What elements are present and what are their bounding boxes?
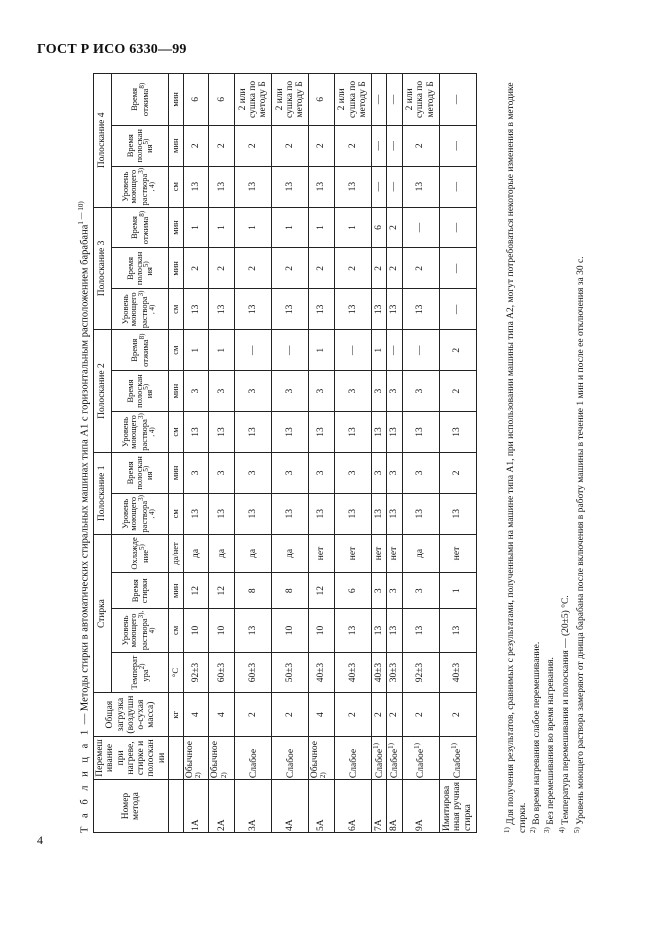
cell-t4: 2 (334, 125, 371, 166)
cell-t3: 2 (334, 248, 371, 289)
cell-l4: 13 (209, 166, 235, 207)
footnote-4: $^{4)}$ Температура перемешивания и полоскания — (20±5) °С. (558, 595, 572, 833)
table-row (235, 74, 272, 833)
cell-t4: 2 (209, 125, 235, 166)
cell-l3: 13 (334, 289, 371, 330)
cell-l1: 13 (209, 493, 235, 534)
cell-l2: 13 (402, 412, 439, 453)
cell-t2: 2 (439, 371, 476, 412)
unit-time: мин (168, 573, 183, 609)
table-row (402, 74, 439, 833)
col-wash-temp: Температура$^{2)}$ (112, 652, 169, 693)
cell-t1: 3 (272, 452, 309, 493)
cell-l1: 13 (402, 493, 439, 534)
cell-load: 2 (272, 693, 309, 736)
cell-l4: 13 (309, 166, 335, 207)
cell-m: Имитированная ручная стирка (439, 780, 476, 833)
cell-s2: 1 (371, 330, 386, 371)
cell-l1: 13 (183, 493, 209, 534)
cell-wl: 13 (387, 609, 402, 652)
cell-m: 6А (334, 780, 371, 833)
cell-s3: 1 (209, 207, 235, 248)
cell-l4: — (439, 166, 476, 207)
cell-cool: да (402, 534, 439, 573)
cell-l2: 13 (387, 412, 402, 453)
cell-agit: Слабое$^{1)}$ (387, 736, 402, 779)
caption-sup: 1 — 10) (77, 201, 85, 225)
footnote-5: $^{5)}$ Уровень моющего раствора замеряют от днища барабана после включения в работу машины в течение 1 мин и после ее отключения за 30 с. (572, 256, 586, 833)
cell-agit: Слабое (272, 736, 309, 779)
cell-s3: 1 (183, 207, 209, 248)
cell-s4: 6 (183, 74, 209, 126)
cell-l2: 13 (209, 412, 235, 453)
cell-cool: нет (371, 534, 386, 573)
group-rinse3: Полоскание 3 (94, 207, 112, 330)
table-caption (78, 73, 92, 833)
cell-t2: 3 (371, 371, 386, 412)
cell-load: 4 (183, 693, 209, 736)
cell-t2: 3 (387, 371, 402, 412)
col-wash-level: Уровень моющего раствора$^{3), 4)}$ (112, 609, 169, 652)
col-r4-level: Уровень моющего раствора$^{3), 4)}$ (112, 166, 169, 207)
units-row: кг °С см мин да/нет см мин см мин см см мин мин см мин мин (168, 74, 183, 833)
cell-wl: 10 (272, 609, 309, 652)
cell-l1: 13 (235, 493, 272, 534)
cell-s2: — (334, 330, 371, 371)
cell-t1: 3 (309, 452, 335, 493)
cell-l3: 13 (387, 289, 402, 330)
cell-s4: 6 (209, 74, 235, 126)
cell-m: 2А (209, 780, 235, 833)
cell-t4: 2 (235, 125, 272, 166)
col-r3-spin: Время отжима$^{8)}$ (112, 207, 169, 248)
unit-cooling: да/нет (168, 534, 183, 573)
footnote-3: $^{3)}$ Без перемешивания во время нагревания. (543, 657, 557, 833)
group-rinse4: Полоскание 4 (94, 74, 112, 208)
rotated-table-block (78, 73, 618, 833)
cell-s4: — (387, 74, 402, 126)
cell-wl: 13 (439, 609, 476, 652)
cell-cool: нет (334, 534, 371, 573)
cell-t1: 3 (402, 452, 439, 493)
cell-l4: 13 (183, 166, 209, 207)
cell-wl: 10 (309, 609, 335, 652)
table-row (439, 74, 476, 833)
col-r2-spin: Время отжима$^{8)}$ (112, 330, 169, 371)
cell-t4: — (371, 125, 386, 166)
cell-t1: 3 (183, 452, 209, 493)
cell-t3: 2 (235, 248, 272, 289)
cell-l4: 13 (235, 166, 272, 207)
cell-l3: 13 (183, 289, 209, 330)
cell-cool: да (235, 534, 272, 573)
cell-t4: 2 (402, 125, 439, 166)
cell-l1: 13 (439, 493, 476, 534)
cell-l1: 13 (334, 493, 371, 534)
cell-agit: Обычное$^{2)}$ (309, 736, 335, 779)
col-r2-time: Время полоскания$^{5)}$ (112, 371, 169, 412)
cell-l2: 13 (439, 412, 476, 453)
cell-t1: 3 (371, 452, 386, 493)
cell-temp: 92±3 (402, 652, 439, 693)
cell-l3: 13 (402, 289, 439, 330)
cell-l3: 13 (209, 289, 235, 330)
cell-load: 4 (209, 693, 235, 736)
cell-m: 4А (272, 780, 309, 833)
table-row (209, 74, 235, 833)
wash-methods-table (93, 73, 477, 833)
cell-temp: 60±3 (235, 652, 272, 693)
cell-s2: 1 (183, 330, 209, 371)
cell-t2: 3 (309, 371, 335, 412)
cell-load: 4 (309, 693, 335, 736)
cell-m: 3А (235, 780, 272, 833)
cell-l4: 13 (334, 166, 371, 207)
cell-t3: 2 (309, 248, 335, 289)
unit-level: см (168, 609, 183, 652)
cell-temp: 60±3 (209, 652, 235, 693)
footnotes (503, 73, 587, 833)
cell-m: 8А (387, 780, 402, 833)
cell-l4: 13 (272, 166, 309, 207)
cell-l3: 13 (309, 289, 335, 330)
cell-l2: 13 (371, 412, 386, 453)
unit-load: кг (168, 693, 183, 736)
cell-l2: 13 (309, 412, 335, 453)
table-row (387, 74, 402, 833)
cell-l4: — (371, 166, 386, 207)
cell-s3: 6 (371, 207, 386, 248)
cell-cool: нет (439, 534, 476, 573)
col-r1-time: Время полоскания$^{5)}$ (112, 452, 169, 493)
cell-l1: 13 (387, 493, 402, 534)
cell-l3: 13 (371, 289, 386, 330)
cell-agit: Слабое$^{1)}$ (439, 736, 476, 779)
cell-cool: да (272, 534, 309, 573)
cell-wt: 1 (439, 573, 476, 609)
cell-s2: — (402, 330, 439, 371)
cell-t1: 3 (235, 452, 272, 493)
cell-wl: 10 (183, 609, 209, 652)
cell-s3: 1 (309, 207, 335, 248)
table-body (183, 74, 476, 833)
cell-wt: 3 (402, 573, 439, 609)
cell-t4: 2 (309, 125, 335, 166)
cell-s2: — (387, 330, 402, 371)
cell-cool: да (183, 534, 209, 573)
cell-t4: — (387, 125, 402, 166)
cell-wl: 13 (334, 609, 371, 652)
cell-agit: Слабое (334, 736, 371, 779)
cell-t3: 2 (402, 248, 439, 289)
col-r4-time: Время полоскания$^{5)}$ (112, 125, 169, 166)
cell-l2: 13 (183, 412, 209, 453)
cell-wl: 10 (209, 609, 235, 652)
cell-t3: 2 (209, 248, 235, 289)
cell-t4: 2 (272, 125, 309, 166)
cell-cool: да (209, 534, 235, 573)
table-row (334, 74, 371, 833)
cell-s2: 1 (209, 330, 235, 371)
cell-t2: 3 (272, 371, 309, 412)
cell-load: 2 (334, 693, 371, 736)
cell-l1: 13 (272, 493, 309, 534)
cell-l3: 13 (235, 289, 272, 330)
cell-wt: 3 (387, 573, 402, 609)
cell-load: 2 (439, 693, 476, 736)
cell-s3: 2 (387, 207, 402, 248)
cell-l2: 13 (334, 412, 371, 453)
cell-t1: 3 (209, 452, 235, 493)
cell-load: 2 (387, 693, 402, 736)
group-wash: Стирка (94, 534, 112, 693)
cell-temp: 50±3 (272, 652, 309, 693)
group-rinse2: Полоскание 2 (94, 330, 112, 453)
cell-t3: 2 (183, 248, 209, 289)
cell-l1: 13 (371, 493, 386, 534)
cell-s3: — (402, 207, 439, 248)
cell-t1: 3 (387, 452, 402, 493)
cell-t1: 2 (439, 452, 476, 493)
cell-s4: — (439, 74, 476, 126)
cell-wl: 13 (235, 609, 272, 652)
cell-s2: — (272, 330, 309, 371)
cell-wt: 8 (272, 573, 309, 609)
cell-t4: 2 (183, 125, 209, 166)
table-row (272, 74, 309, 833)
cell-s4: 2 или сушка по методу Б (272, 74, 309, 126)
cell-temp: 92±3 (183, 652, 209, 693)
cell-t2: 3 (235, 371, 272, 412)
cell-agit: Слабое$^{1)}$ (371, 736, 386, 779)
cell-t2: 3 (402, 371, 439, 412)
cell-load: 2 (371, 693, 386, 736)
cell-wl: 13 (371, 609, 386, 652)
cell-temp: 40±3 (309, 652, 335, 693)
cell-l2: 13 (235, 412, 272, 453)
col-cooling: Охлаждение$^{5)}$ (112, 534, 169, 573)
footnote-1: $^{1)}$ Для получения результатов, сравнимых с результатами, полученными на машине типа А1, при использовании машины типа А2, могут потребоваться некоторые изменения в методике стирки. (503, 82, 528, 833)
cell-t2: 3 (183, 371, 209, 412)
table-row (183, 74, 209, 833)
cell-m: 1А (183, 780, 209, 833)
cell-agit: Слабое$^{1)}$ (402, 736, 439, 779)
cell-agit: Обычное$^{2)}$ (209, 736, 235, 779)
cell-wt: 12 (209, 573, 235, 609)
cell-s3: 1 (334, 207, 371, 248)
table-row (309, 74, 335, 833)
cell-l3: 13 (272, 289, 309, 330)
cell-wl: 13 (402, 609, 439, 652)
cell-m: 5А (309, 780, 335, 833)
col-agitation: Перемешивание при нагреве, стирке и полоскании (94, 736, 169, 779)
col-r4-spin: Время отжима$^{8)}$ (112, 74, 169, 126)
cell-s3: — (439, 207, 476, 248)
cell-temp: 30±3 (387, 652, 402, 693)
cell-t2: 3 (209, 371, 235, 412)
cell-t3: — (439, 248, 476, 289)
cell-s2: 1 (309, 330, 335, 371)
table-row (371, 74, 386, 833)
cell-temp: 40±3 (334, 652, 371, 693)
cell-cool: нет (309, 534, 335, 573)
cell-s3: 1 (272, 207, 309, 248)
col-wash-time: Время стирки (112, 573, 169, 609)
col-load: Общая загрузка (воздушно-сухая масса) (94, 693, 169, 736)
cell-wt: 8 (235, 573, 272, 609)
unit-temp: °С (168, 652, 183, 693)
cell-s3: 1 (235, 207, 272, 248)
cell-agit: Обычное$^{2)}$ (183, 736, 209, 779)
col-method: Номер метода (94, 780, 169, 833)
cell-l4: 13 (402, 166, 439, 207)
cell-s4: 2 или сушка по методу Б (235, 74, 272, 126)
cell-load: 2 (402, 693, 439, 736)
cell-wt: 12 (309, 573, 335, 609)
cell-cool: нет (387, 534, 402, 573)
cell-wt: 3 (371, 573, 386, 609)
cell-s2: 2 (439, 330, 476, 371)
cell-m: 9А (402, 780, 439, 833)
cell-l2: 13 (272, 412, 309, 453)
cell-t3: 2 (387, 248, 402, 289)
cell-t3: 2 (272, 248, 309, 289)
cell-s4: 2 или сушка по методу Б (334, 74, 371, 126)
cell-s4: 2 или сушка по методу Б (402, 74, 439, 126)
cell-t1: 3 (334, 452, 371, 493)
cell-l4: — (387, 166, 402, 207)
cell-t2: 3 (334, 371, 371, 412)
cell-wt: 12 (183, 573, 209, 609)
document-header: ГОСТ Р ИСО 6330—99 (37, 42, 187, 57)
col-r2-level: Уровень моющего раствора$^{3), 4)}$ (112, 412, 169, 453)
col-r3-level: Уровень моющего раствора$^{3), 4)}$ (112, 289, 169, 330)
cell-wt: 6 (334, 573, 371, 609)
caption-prefix: Т а б л и ц а 1 (79, 726, 91, 833)
col-r1-level: Уровень моющего раствора$^{3), 4)}$ (112, 493, 169, 534)
cell-t3: 2 (371, 248, 386, 289)
cell-load: 2 (235, 693, 272, 736)
footnote-2: $^{2)}$ Во время нагревания слабое перемешивание. (528, 641, 543, 833)
col-r3-time: Время полоскания$^{5)}$ (112, 248, 169, 289)
cell-l1: 13 (309, 493, 335, 534)
cell-agit: Слабое (235, 736, 272, 779)
header-row-1 (94, 74, 112, 833)
cell-s4: 6 (309, 74, 335, 126)
cell-s4: — (371, 74, 386, 126)
cell-temp: 40±3 (371, 652, 386, 693)
cell-m: 7А (371, 780, 386, 833)
group-rinse1: Полоскание 1 (94, 452, 112, 534)
cell-l3: — (439, 289, 476, 330)
cell-t4: — (439, 125, 476, 166)
caption-text: — Методы стирки в автоматических стиральных машинах типа А1 с горизонтальным расположением барабана (79, 224, 91, 727)
cell-temp: 40±3 (439, 652, 476, 693)
page-number: 4 (37, 833, 43, 847)
cell-s2: — (235, 330, 272, 371)
